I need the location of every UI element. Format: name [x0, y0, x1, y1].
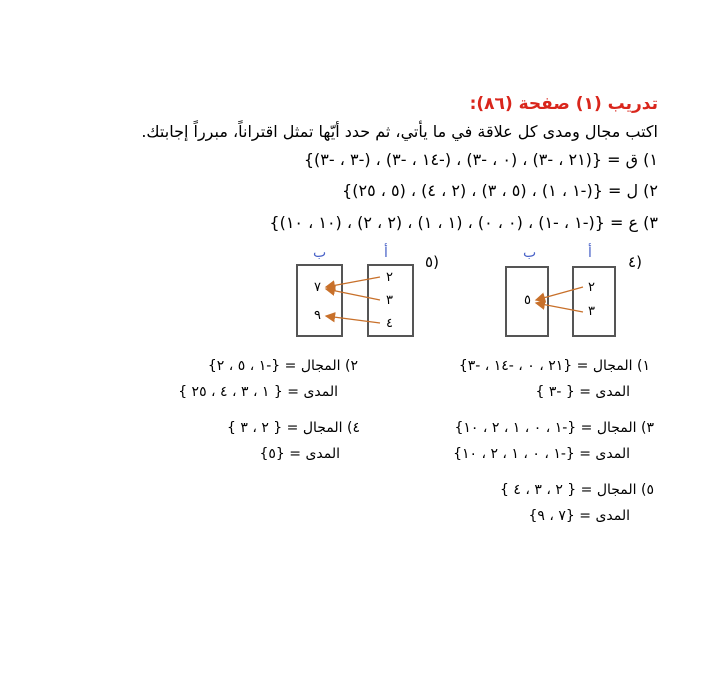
question-3: ٣) ع = {(-١ ، -١) ، (٠ ، ٠) ، (١ ، ١) ، (٢ ، ٢) ، (١٠ ، ١٠)}	[269, 213, 658, 232]
diagram-5-domain-value: ٣	[386, 293, 393, 308]
diagram-5-domain-value: ٢	[386, 270, 393, 285]
diagram-4-range-label: ب	[523, 245, 537, 261]
diagram-5-domain-label: أ	[384, 245, 388, 261]
answer-2-domain: ٢) المجال = {-١ ، ٥ ، ٢}	[207, 358, 358, 374]
answer-4-range: المدى = {٥}	[259, 446, 340, 462]
question-2: ٢) ل = {(-١ ، ١) ، (٥ ، ٣) ، (٢ ، ٤) ، (٥ ، ٢٥)}	[342, 181, 658, 200]
diagram-5-number: ٥)	[425, 253, 439, 271]
diagram-5-range-value: ٩	[314, 308, 321, 323]
answer-3-domain: ٣) المجال = {-١ ، ٠ ، ١ ، ٢ ، ١٠}	[454, 420, 654, 436]
answer-4-domain: ٤) المجال = { ٢ ، ٣ }	[227, 420, 360, 436]
diagram-5-arrow	[326, 316, 380, 323]
diagram-5-arrow	[326, 289, 380, 300]
question-1: ١) ق = {(٢١ ، -٣) ، (٠ ، -٣) ، (-١٤ ، -٣) ، (-٣ ، -٣)}	[303, 150, 658, 169]
diagram-5-domain-value: ٤	[386, 316, 393, 331]
answer-1-range: المدى = { -٣ }	[535, 384, 630, 400]
diagram-4-arrow	[536, 303, 583, 312]
answer-1-domain: ١) المجال = {٢١ ، ٠ ، -١٤ ، -٣}	[458, 358, 650, 374]
answer-3-range: المدى = {-١ ، ٠ ، ١ ، ٢ ، ١٠}	[453, 446, 630, 462]
diagram-4-number: ٤)	[628, 253, 642, 271]
answer-5-domain: ٥) المجال = { ٢ ، ٣ ، ٤ }	[500, 482, 654, 498]
diagram-4-domain-value: ٢	[588, 280, 595, 295]
diagram-5-range-value: ٧	[314, 280, 321, 295]
exercise-title: تدريب (١) صفحة (٨٦):	[469, 94, 658, 114]
diagram-4-domain-label: أ	[588, 245, 592, 261]
instruction-text: اكتب مجال ومدى كل علاقة في ما يأتي، ثم حدد أيّها تمثل اقتراناً، مبرراً إجابتك.	[141, 122, 658, 141]
diagram-4-range-value: ٥	[524, 293, 531, 308]
diagram-5-range-label: ب	[313, 245, 327, 261]
diagram-5-arrow	[326, 277, 380, 287]
diagram-4-arrow	[536, 287, 583, 300]
answer-2-range: المدى = { ١ ، ٣ ، ٤ ، ٢٥ }	[178, 384, 338, 400]
diagram-4-domain-value: ٣	[588, 304, 595, 319]
answer-5-range: المدى = {٧ ، ٩}	[528, 508, 630, 524]
